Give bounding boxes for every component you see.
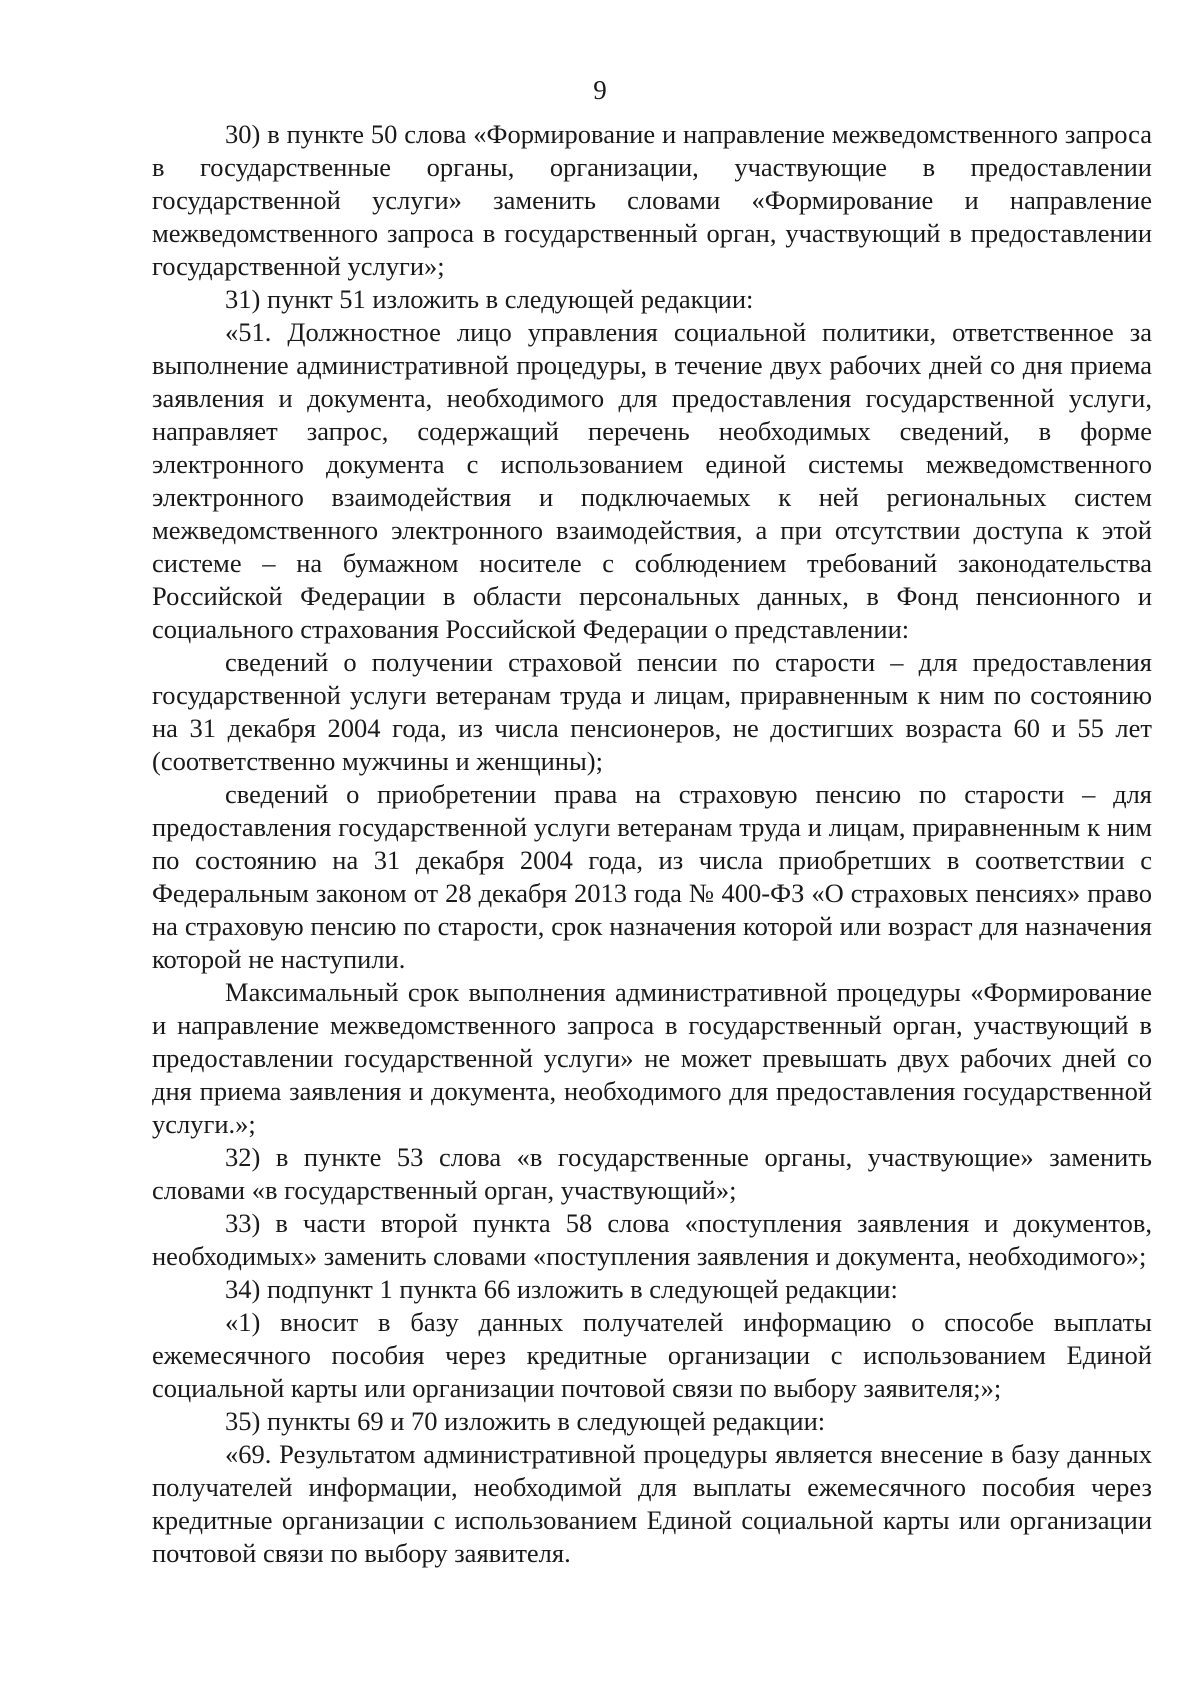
paragraph-point-51: «51. Должностное лицо управления социальной политики, ответственное за выполнение административной процедуры, в течение двух рабочих дней со дня приема заявления и документа, необходимого для предоставления государственной услуги, направляет запрос, содержащий перечень необходимых сведений, в форме электронного документа с использованием единой системы межведомственного электронного взаимодействия и подключаемых к ней региональных систем межведомственного электронного взаимодействия, а при отсутствии доступа к этой системе – на бумажном носителе с соблюдением требований законодательства Российской Федерации в области персональных данных, в Фонд пенсионного и социального страхования Российской Федерации о представлении: bbox=[152, 317, 1152, 644]
paragraph-item-31: 31) пункт 51 изложить в следующей редакции: bbox=[225, 284, 754, 314]
paragraph-item-34: 34) подпункт 1 пункта 66 изложить в следующей редакции: bbox=[225, 1274, 898, 1304]
paragraph-subpoint-1: «1) вносит в базу данных получателей информацию о способе выплаты ежемесячного пособия через кредитные организации с использованием Единой социальной карты или организации почтовой связи по выбору заявителя;»; bbox=[152, 1307, 1152, 1403]
paragraph-item-35: 35) пункты 69 и 70 изложить в следующей редакции: bbox=[225, 1406, 826, 1436]
paragraph-pension-right: сведений о приобретении права на страховую пенсию по старости – для предоставления государственной услуги ветеранам труда и лицам, приравненным к ним по состоянию на 31 декабря 2004 года, из числа приобретших в соответствии с Федеральным законом от 28 декабря 2013 года № 400-ФЗ «О страховых пенсиях» право на страховую пенсию по старости, срок назначения которой или возраст для назначения которой не наступили. bbox=[152, 779, 1152, 974]
paragraph-item-32: 32) в пункте 53 слова «в государственные органы, участвующие» заменить словами «в государственный орган, участвующий»; bbox=[152, 1142, 1152, 1205]
page-number: 9 bbox=[593, 75, 607, 105]
paragraph-item-33: 33) в части второй пункта 58 слова «поступления заявления и документов, необходимых» заменить словами «поступления заявления и документа, необходимого»; bbox=[152, 1208, 1152, 1271]
paragraph-pension-info: сведений о получении страховой пенсии по старости – для предоставления государственной услуги ветеранам труда и лицам, приравненным к ним по состоянию на 31 декабря 2004 года, из числа пенсионеров, не достигших возраста 60 и 55 лет (соответственно мужчины и женщины); bbox=[152, 647, 1152, 776]
paragraph-point-69: «69. Результатом административной процедуры является внесение в базу данных получателей информации, необходимой для выплаты ежемесячного пособия через кредитные организации с использованием Единой социальной карты или организации почтовой связи по выбору заявителя. bbox=[152, 1439, 1152, 1568]
document-body bbox=[152, 118, 1152, 1570]
paragraph-max-term: Максимальный срок выполнения административной процедуры «Формирование и направление межведомственного запроса в государственный орган, участвующий в предоставлении государственной услуги» не может превышать двух рабочих дней со дня приема заявления и документа, необходимого для предоставления государственной услуги.»; bbox=[152, 977, 1152, 1139]
paragraph-item-30: 30) в пункте 50 слова «Формирование и направление межведомственного запроса в государственные органы, организации, участвующие в предоставлении государственной услуги» заменить словами «Формирование и направление межведомственного запроса в государственный орган, участвующий в предоставлении государственной услуги»; bbox=[152, 119, 1152, 281]
